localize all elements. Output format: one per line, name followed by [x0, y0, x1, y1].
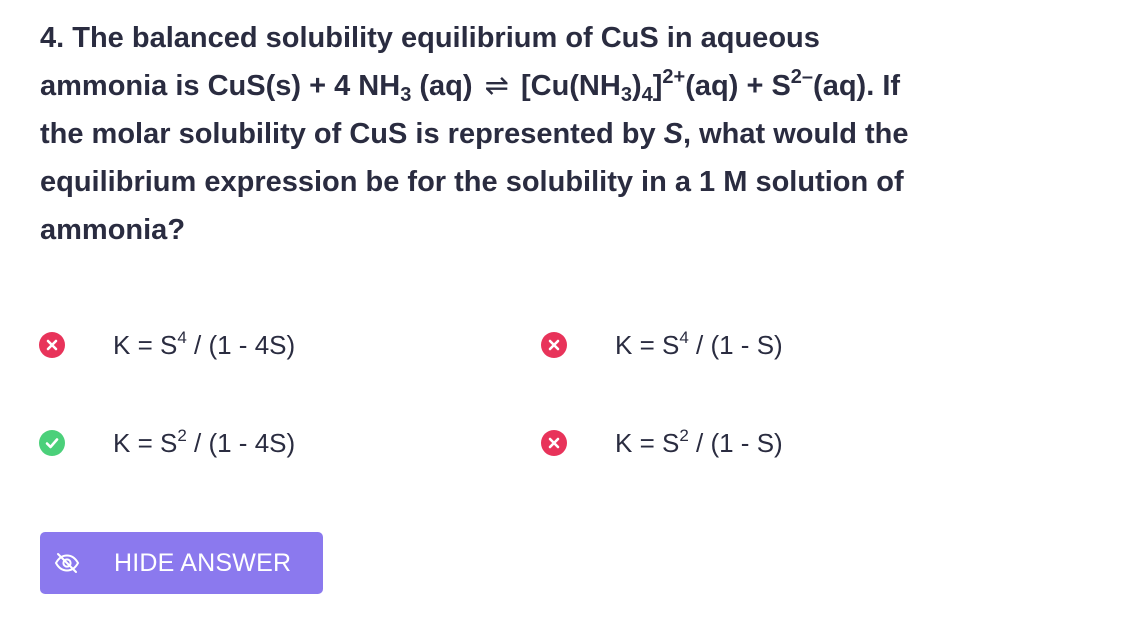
- answer-option-a[interactable]: [39, 325, 295, 365]
- variable-s: S: [663, 118, 683, 150]
- question-line-5: ammonia?: [40, 214, 186, 246]
- hide-answer-label: HIDE ANSWER: [114, 548, 292, 577]
- question-line-4: equilibrium expression be for the solubility in a 1 M solution of: [40, 166, 904, 198]
- equilibrium-arrow: ⇌: [484, 70, 509, 102]
- question-line-1: 4. The balanced solubility equilibrium of CuS in aqueous: [40, 22, 820, 54]
- x-circle-icon: [39, 332, 65, 358]
- question-text: [40, 14, 1100, 254]
- answer-option-text: $K = S^4 / (1 - 4S)$: [113, 327, 296, 360]
- answer-option-text: $K = S^4 / (1 - S)$: [615, 327, 783, 360]
- x-circle-icon: [541, 430, 567, 456]
- hide-answer-button[interactable]: [40, 532, 323, 594]
- check-circle-icon: [39, 430, 65, 456]
- answer-option-b[interactable]: [541, 325, 783, 365]
- answer-option-text: $K = S^2 / (1 - 4S)$: [113, 425, 296, 458]
- answer-option-text: $K = S^2 / (1 - S)$: [615, 425, 783, 458]
- question-line-3: the molar solubility of CuS is represented by S, what would the: [40, 118, 909, 150]
- answer-option-d[interactable]: [541, 423, 783, 463]
- x-circle-icon: [541, 332, 567, 358]
- eye-slash-icon: [54, 552, 80, 574]
- answer-option-c[interactable]: [39, 423, 295, 463]
- question-line-2: ammonia is CuS(s) + 4 $NH_3$ (aq) ⇌ $[Cu(NH_3)_4]^{2+}(aq) + S^{2-}(aq)$. If: [40, 66, 901, 106]
